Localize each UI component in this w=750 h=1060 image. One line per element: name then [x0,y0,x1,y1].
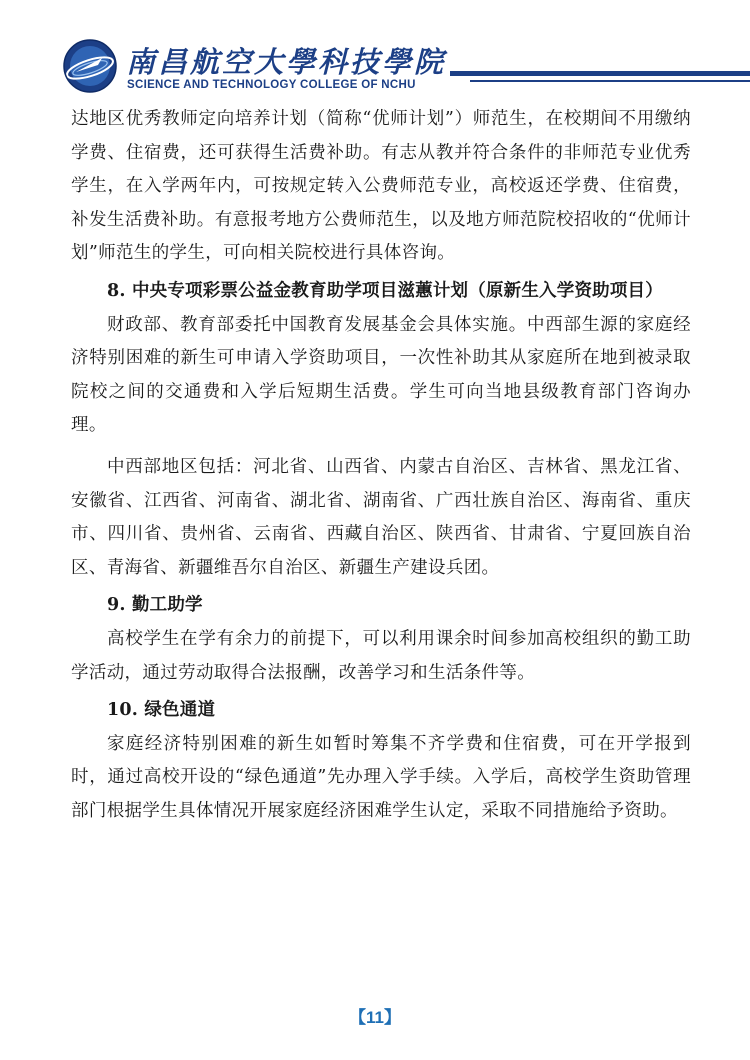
paragraph-continued: 达地区优秀教师定向培养计划（简称“优师计划”）师范生，在校期间不用缴纳学费、住宿费，还可获得生活费补助。有志从教并符合条件的非师范专业优秀学生，在入学两年内，可按规定转入公费师范专业，高校返还学费、住宿费，补发生活费补助。有意报考地方公费师范生，以及地方师范院校招收的“优师计划”师范生的学生，可向相关院校进行具体咨询。 [71,109,691,264]
page-number: 【11】 [349,1008,401,1027]
section-heading-9: 9. 勤工助学 [107,595,203,616]
school-name-en: SCIENCE AND TECHNOLOGY COLLEGE OF NCHU [127,79,416,91]
paragraph-10: 家庭经济特别困难的新生如暂时筹集不齐学费和住宿费，可在开学报到时，通过高校开设的“绿色通道”先办理入学手续。入学后，高校学生资助管理部门根据学生具体情况开展家庭经济困难学生认定，采取不同措施给予资助。 [71,733,691,821]
paragraph-9: 高校学生在学有余力的前提下，可以利用课余时间参加高校组织的勤工助学活动，通过劳动取得合法报酬，改善学习和生活条件等。 [71,628,691,683]
header-rule-thick [450,71,750,76]
header-rule-thin [470,80,750,82]
school-emblem-icon [62,38,118,94]
document-body [71,103,691,828]
section-heading-8: 8. 中央专项彩票公益金教育助学项目滋蕙计划（原新生入学资助项目） [107,280,663,301]
school-name-cn: 南昌航空大學科技學院 [126,45,447,79]
section-heading-10: 10. 绿色通道 [107,700,216,721]
page-header [0,0,750,100]
paragraph-8a: 财政部、教育部委托中国教育发展基金会具体实施。中西部生源的家庭经济特别困难的新生可申请入学资助项目，一次性补助其从家庭所在地到被录取院校之间的交通费和入学后短期生活费。学生可向当地县级教育部门咨询办理。 [71,314,691,436]
paragraph-8b: 中西部地区包括：河北省、山西省、内蒙古自治区、吉林省、黑龙江省、安徽省、江西省、河南省、湖北省、湖南省、广西壮族自治区、海南省、重庆市、四川省、贵州省、云南省、西藏自治区、陕西省、甘肃省、宁夏回族自治区、青海省、新疆维吾尔自治区、新疆生产建设兵团。 [71,456,691,578]
